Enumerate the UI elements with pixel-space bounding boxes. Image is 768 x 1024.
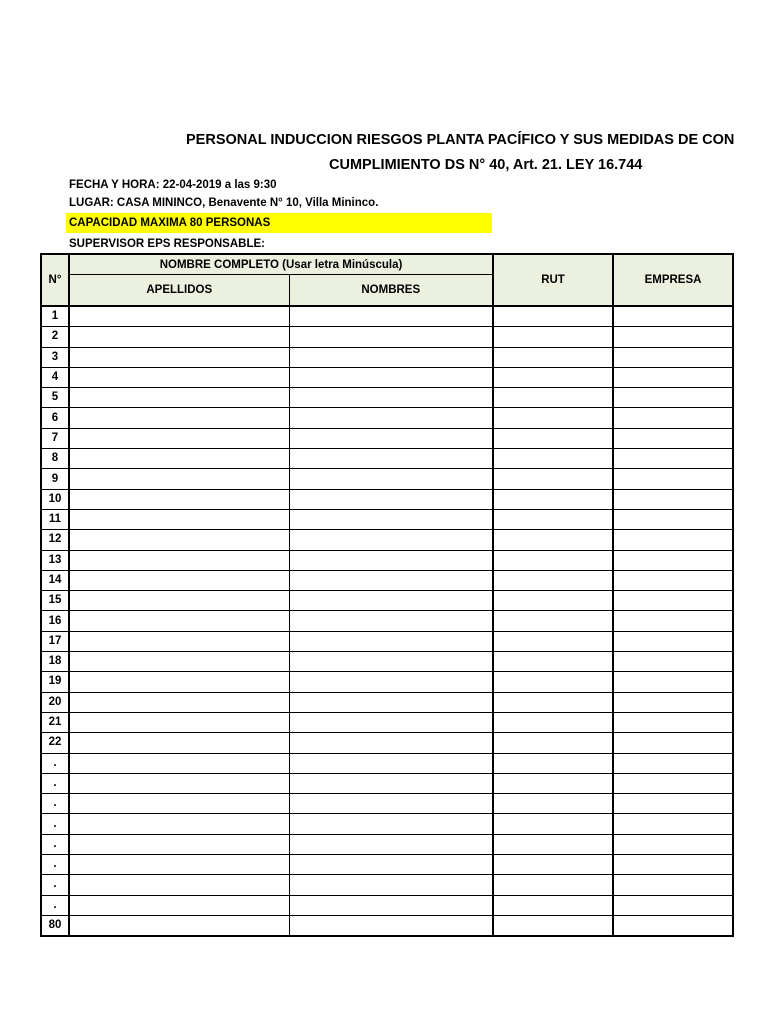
nombres-cell[interactable] [289, 367, 493, 387]
rut-cell[interactable] [493, 367, 613, 387]
empresa-cell[interactable] [613, 449, 733, 469]
column-header-rut: RUT [493, 254, 613, 306]
nombres-cell[interactable] [289, 855, 493, 875]
row-number: 12 [41, 530, 69, 550]
nombres-cell[interactable] [289, 692, 493, 712]
rut-cell[interactable] [493, 692, 613, 712]
row-number: 13 [41, 550, 69, 570]
nombres-cell[interactable] [289, 550, 493, 570]
row-number: 14 [41, 570, 69, 590]
apellidos-cell[interactable] [69, 814, 289, 834]
table-row [41, 814, 733, 834]
apellidos-cell[interactable] [69, 652, 289, 672]
table-row [41, 692, 733, 712]
row-number: 5 [41, 388, 69, 408]
nombres-cell[interactable] [289, 814, 493, 834]
attendance-table [40, 253, 734, 937]
row-number: . [41, 814, 69, 834]
nombres-cell[interactable] [289, 530, 493, 550]
table-row [41, 408, 733, 428]
row-number: 16 [41, 611, 69, 631]
table-row [41, 794, 733, 814]
row-number: 19 [41, 672, 69, 692]
empresa-cell[interactable] [613, 347, 733, 367]
apellidos-cell[interactable] [69, 631, 289, 651]
table-row [41, 834, 733, 854]
empresa-cell[interactable] [613, 733, 733, 753]
empresa-cell[interactable] [613, 469, 733, 489]
empresa-cell[interactable] [613, 672, 733, 692]
row-number: 11 [41, 509, 69, 529]
nombres-cell[interactable] [289, 469, 493, 489]
row-number: 6 [41, 408, 69, 428]
rut-cell[interactable] [493, 550, 613, 570]
rut-cell[interactable] [493, 712, 613, 732]
apellidos-cell[interactable] [69, 915, 289, 936]
nombres-cell[interactable] [289, 753, 493, 773]
apellidos-cell[interactable] [69, 773, 289, 793]
rut-cell[interactable] [493, 834, 613, 854]
rut-cell[interactable] [493, 388, 613, 408]
document-title-line-2: CUMPLIMIENTO DS N° 40, Art. 21. LEY 16.744 [329, 157, 643, 173]
rut-cell[interactable] [493, 875, 613, 895]
rut-cell[interactable] [493, 306, 613, 327]
apellidos-cell[interactable] [69, 449, 289, 469]
empresa-cell[interactable] [613, 327, 733, 347]
table-row [41, 347, 733, 367]
apellidos-cell[interactable] [69, 753, 289, 773]
table-row [41, 712, 733, 732]
nombres-cell[interactable] [289, 408, 493, 428]
apellidos-cell[interactable] [69, 306, 289, 327]
column-header-apellidos: APELLIDOS [69, 275, 289, 307]
rut-cell[interactable] [493, 591, 613, 611]
table-row [41, 388, 733, 408]
empresa-cell[interactable] [613, 753, 733, 773]
empresa-cell[interactable] [613, 611, 733, 631]
rut-cell[interactable] [493, 652, 613, 672]
column-header-nombres: NOMBRES [289, 275, 493, 307]
nombres-cell[interactable] [289, 449, 493, 469]
nombres-cell[interactable] [289, 733, 493, 753]
empresa-cell[interactable] [613, 895, 733, 915]
table-row [41, 367, 733, 387]
empresa-cell[interactable] [613, 834, 733, 854]
apellidos-cell[interactable] [69, 692, 289, 712]
empresa-cell[interactable] [613, 570, 733, 590]
table-row [41, 733, 733, 753]
table-row [41, 306, 733, 327]
nombres-cell[interactable] [289, 570, 493, 590]
row-number: 8 [41, 449, 69, 469]
row-number: . [41, 855, 69, 875]
document-title-line-1: PERSONAL INDUCCION RIESGOS PLANTA PACÍFICO Y SUS MEDIDAS DE CON [186, 132, 735, 148]
rut-cell[interactable] [493, 672, 613, 692]
table-row [41, 652, 733, 672]
empresa-cell[interactable] [613, 408, 733, 428]
column-group-nombre-completo: NOMBRE COMPLETO (Usar letra Minúscula) [69, 254, 493, 275]
table-row [41, 509, 733, 529]
row-number: . [41, 773, 69, 793]
row-number: 80 [41, 915, 69, 936]
empresa-cell[interactable] [613, 794, 733, 814]
rut-cell[interactable] [493, 408, 613, 428]
nombres-cell[interactable] [289, 591, 493, 611]
nombres-cell[interactable] [289, 915, 493, 936]
rut-cell[interactable] [493, 631, 613, 651]
row-number: 1 [41, 306, 69, 327]
rut-cell[interactable] [493, 428, 613, 448]
apellidos-cell[interactable] [69, 530, 289, 550]
capacidad-maxima-highlight: CAPACIDAD MAXIMA 80 PERSONAS [66, 213, 492, 233]
apellidos-cell[interactable] [69, 895, 289, 915]
nombres-cell[interactable] [289, 509, 493, 529]
empresa-cell[interactable] [613, 773, 733, 793]
table-header [41, 254, 733, 306]
table-row [41, 855, 733, 875]
row-number: . [41, 875, 69, 895]
nombres-cell[interactable] [289, 834, 493, 854]
nombres-cell[interactable] [289, 489, 493, 509]
table-row [41, 530, 733, 550]
table-row [41, 631, 733, 651]
empresa-cell[interactable] [613, 509, 733, 529]
table-row [41, 428, 733, 448]
row-number: 21 [41, 712, 69, 732]
fecha-hora-text: FECHA Y HORA: 22-04-2019 a las 9:30 [69, 179, 277, 191]
empresa-cell[interactable] [613, 428, 733, 448]
nombres-cell[interactable] [289, 875, 493, 895]
row-number: 2 [41, 327, 69, 347]
table-row [41, 773, 733, 793]
rut-cell[interactable] [493, 449, 613, 469]
empresa-cell[interactable] [613, 550, 733, 570]
table-row [41, 611, 733, 631]
apellidos-cell[interactable] [69, 570, 289, 590]
nombres-cell[interactable] [289, 388, 493, 408]
table-row [41, 875, 733, 895]
rut-cell[interactable] [493, 530, 613, 550]
apellidos-cell[interactable] [69, 875, 289, 895]
empresa-cell[interactable] [613, 855, 733, 875]
rut-cell[interactable] [493, 753, 613, 773]
table-row [41, 895, 733, 915]
empresa-cell[interactable] [613, 489, 733, 509]
rut-cell[interactable] [493, 347, 613, 367]
row-number: . [41, 794, 69, 814]
table-row [41, 449, 733, 469]
row-number: 9 [41, 469, 69, 489]
rut-cell[interactable] [493, 327, 613, 347]
table-row [41, 469, 733, 489]
table-row [41, 591, 733, 611]
nombres-cell[interactable] [289, 306, 493, 327]
apellidos-cell[interactable] [69, 834, 289, 854]
lugar-text: LUGAR: CASA MININCO, Benavente N° 10, Villa Mininco. [69, 197, 379, 209]
apellidos-cell[interactable] [69, 327, 289, 347]
table-body [41, 306, 733, 936]
nombres-cell[interactable] [289, 773, 493, 793]
table-row [41, 915, 733, 936]
rut-cell[interactable] [493, 794, 613, 814]
nombres-cell[interactable] [289, 895, 493, 915]
table-row [41, 570, 733, 590]
apellidos-cell[interactable] [69, 347, 289, 367]
rut-cell[interactable] [493, 895, 613, 915]
table-row [41, 550, 733, 570]
empresa-cell[interactable] [613, 530, 733, 550]
apellidos-cell[interactable] [69, 428, 289, 448]
column-header-numero: N° [41, 254, 69, 306]
nombres-cell[interactable] [289, 712, 493, 732]
row-number: 22 [41, 733, 69, 753]
nombres-cell[interactable] [289, 652, 493, 672]
nombres-cell[interactable] [289, 347, 493, 367]
apellidos-cell[interactable] [69, 794, 289, 814]
row-number: 4 [41, 367, 69, 387]
apellidos-cell[interactable] [69, 550, 289, 570]
nombres-cell[interactable] [289, 611, 493, 631]
nombres-cell[interactable] [289, 672, 493, 692]
rut-cell[interactable] [493, 469, 613, 489]
apellidos-cell[interactable] [69, 591, 289, 611]
rut-cell[interactable] [493, 855, 613, 875]
row-number: 3 [41, 347, 69, 367]
empresa-cell[interactable] [613, 692, 733, 712]
empresa-cell[interactable] [613, 631, 733, 651]
rut-cell[interactable] [493, 814, 613, 834]
nombres-cell[interactable] [289, 327, 493, 347]
empresa-cell[interactable] [613, 367, 733, 387]
apellidos-cell[interactable] [69, 509, 289, 529]
row-number: . [41, 834, 69, 854]
rut-cell[interactable] [493, 915, 613, 936]
row-number: 17 [41, 631, 69, 651]
row-number: . [41, 753, 69, 773]
table-row [41, 753, 733, 773]
table-row [41, 327, 733, 347]
row-number: . [41, 895, 69, 915]
empresa-cell[interactable] [613, 306, 733, 327]
nombres-cell[interactable] [289, 631, 493, 651]
rut-cell[interactable] [493, 489, 613, 509]
apellidos-cell[interactable] [69, 388, 289, 408]
rut-cell[interactable] [493, 611, 613, 631]
apellidos-cell[interactable] [69, 733, 289, 753]
apellidos-cell[interactable] [69, 469, 289, 489]
rut-cell[interactable] [493, 570, 613, 590]
row-number: 15 [41, 591, 69, 611]
empresa-cell[interactable] [613, 712, 733, 732]
row-number: 10 [41, 489, 69, 509]
apellidos-cell[interactable] [69, 489, 289, 509]
empresa-cell[interactable] [613, 388, 733, 408]
apellidos-cell[interactable] [69, 855, 289, 875]
empresa-cell[interactable] [613, 875, 733, 895]
row-number: 18 [41, 652, 69, 672]
apellidos-cell[interactable] [69, 367, 289, 387]
apellidos-cell[interactable] [69, 712, 289, 732]
apellidos-cell[interactable] [69, 672, 289, 692]
empresa-cell[interactable] [613, 915, 733, 936]
column-header-empresa: EMPRESA [613, 254, 733, 306]
empresa-cell[interactable] [613, 652, 733, 672]
rut-cell[interactable] [493, 773, 613, 793]
apellidos-cell[interactable] [69, 611, 289, 631]
supervisor-responsable-text: SUPERVISOR EPS RESPONSABLE: [69, 238, 265, 250]
rut-cell[interactable] [493, 733, 613, 753]
row-number: 7 [41, 428, 69, 448]
table-row [41, 489, 733, 509]
row-number: 20 [41, 692, 69, 712]
nombres-cell[interactable] [289, 794, 493, 814]
nombres-cell[interactable] [289, 428, 493, 448]
empresa-cell[interactable] [613, 814, 733, 834]
table-row [41, 672, 733, 692]
empresa-cell[interactable] [613, 591, 733, 611]
apellidos-cell[interactable] [69, 408, 289, 428]
rut-cell[interactable] [493, 509, 613, 529]
